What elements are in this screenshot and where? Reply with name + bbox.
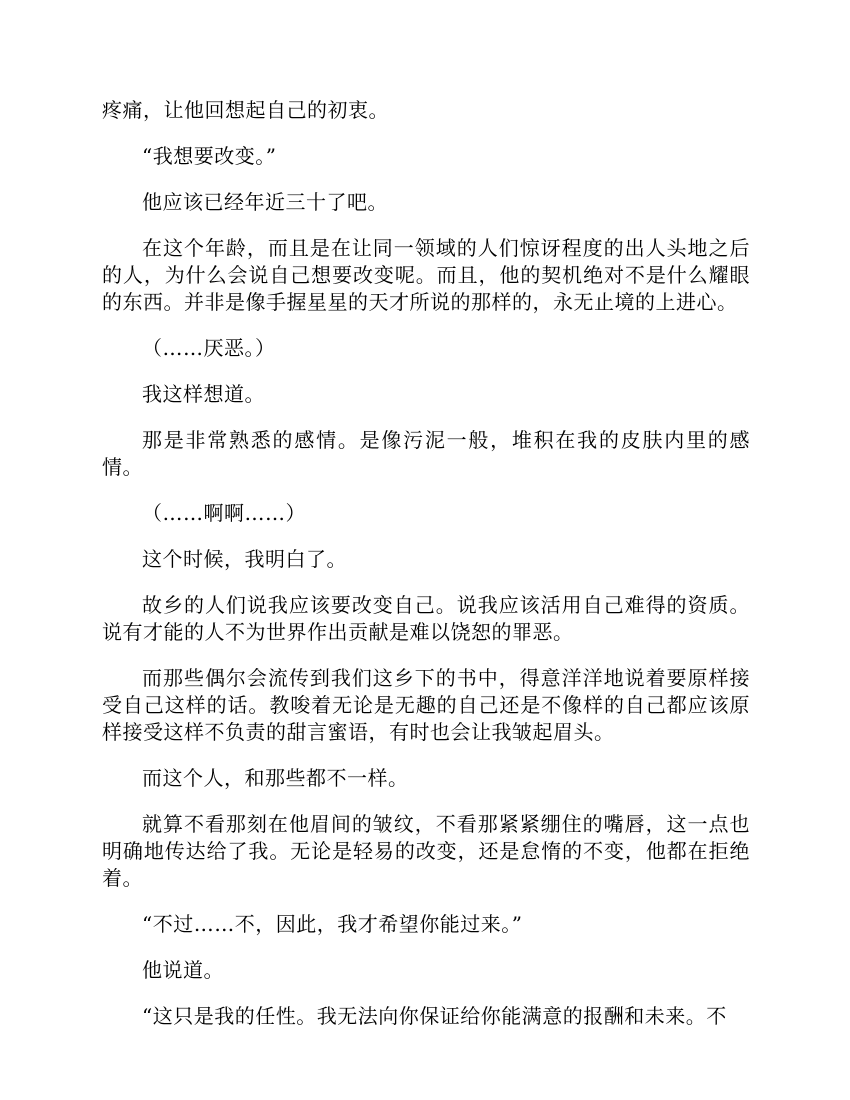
paragraph-8: （……啊啊……） xyxy=(142,501,306,525)
document-page xyxy=(102,97,750,1049)
paragraph-1: 疼痛，让他回想起自己的初衷。 xyxy=(102,98,389,122)
paragraph-15: 他说道。 xyxy=(142,958,224,982)
paragraph-13: 就算不看那刻在他眉间的皱纹，不看那紧紧绷住的嘴唇，这一点也明确地传达给了我。无论是轻易的改变，还是怠惰的不变，他都在拒绝着。 xyxy=(102,812,750,890)
paragraph-12: 而这个人，和那些都不一样。 xyxy=(142,766,409,790)
paragraph-9: 这个时候，我明白了。 xyxy=(142,547,347,571)
paragraph-14: “不过……不，因此，我才希望你能过来。” xyxy=(142,912,523,936)
paragraph-10: 故乡的人们说我应该要改变自己。说我应该活用自己难得的资质。说有才能的人不为世界作出贡献是难以饶恕的罪恶。 xyxy=(102,593,750,644)
paragraph-2: “我想要改变。” xyxy=(142,144,277,168)
paragraph-6: 我这样想道。 xyxy=(142,382,265,406)
paragraph-7: 那是非常熟悉的感情。是像污泥一般，堆积在我的皮肤内里的感情。 xyxy=(102,428,750,479)
paragraph-3: 他应该已经年近三十了吧。 xyxy=(142,190,388,214)
paragraph-4: 在这个年龄，而且是在让同一领域的人们惊讶程度的出人头地之后的人，为什么会说自己想要改变呢。而且，他的契机绝对不是什么耀眼的东西。并非是像手握星星的天才所说的那样的，永无止境的上进心。 xyxy=(102,236,750,314)
paragraph-5: （……厌恶。） xyxy=(142,336,276,360)
paragraph-16: “这只是我的任性。我无法向你保证给你能满意的报酬和未来。不 xyxy=(142,1004,727,1028)
paragraph-11: 而那些偶尔会流传到我们这乡下的书中，得意洋洋地说着要原样接受自己这样的话。教唆着无论是无趣的自己还是不像样的自己都应该原样接受这样不负责的甜言蜜语，有时也会让我皱起眉头。 xyxy=(102,666,750,744)
